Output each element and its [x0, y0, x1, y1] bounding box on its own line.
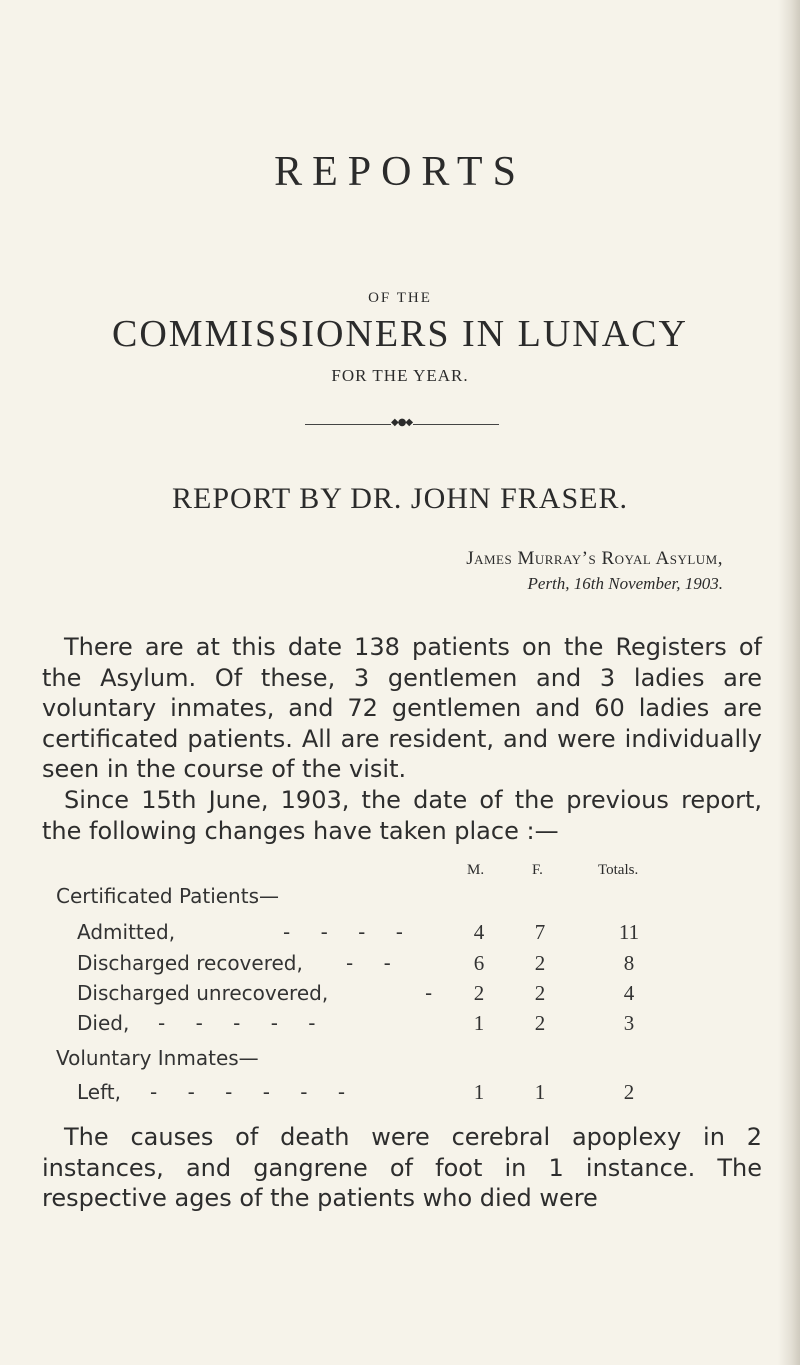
table-row	[0, 920, 800, 950]
column-header-m: M.	[467, 862, 485, 878]
subtitle-of-the: OF THE	[368, 290, 432, 306]
place-date: Perth, 16th November, 1903.	[527, 574, 723, 593]
diamond-ornament-icon: ◆●◆	[391, 417, 413, 428]
row-label: Discharged unrecovered,	[77, 981, 329, 1005]
row-label: Admitted,	[77, 920, 176, 944]
main-title: REPORTS	[274, 149, 526, 195]
row-label: Left,	[77, 1080, 121, 1104]
paragraph-causes-of-death: The causes of death were cerebral apoplexy in 2 instances, and gangrene of foot in 1 instance. The respective ages of the patients who died were	[42, 1123, 762, 1212]
row-leader-dashes: - - - - -	[158, 1011, 328, 1035]
table-row	[0, 1080, 800, 1110]
for-the-year-heading: FOR THE YEAR.	[331, 366, 469, 385]
cell-f: 7	[534, 920, 546, 944]
paragraph-changes-intro: Since 15th June, 1903, the date of the previous report, the following changes have taken place :—	[42, 786, 762, 845]
section-label: Certificated Patients—	[56, 884, 279, 908]
cell-f: 2	[534, 951, 546, 975]
report-author-heading: REPORT BY DR. JOHN FRASER.	[172, 482, 628, 515]
row-leader-dashes: - - - - - -	[150, 1080, 358, 1104]
row-leader-dashes: - -	[346, 951, 403, 975]
section-label: Voluntary Inmates—	[56, 1046, 259, 1070]
ornament-divider	[0, 417, 800, 428]
cell-total: 8	[623, 951, 635, 975]
row-leader-dashes: -	[425, 981, 445, 1005]
row-label: Died,	[77, 1011, 130, 1035]
divider-line-right	[413, 424, 499, 425]
divider-line-left	[305, 424, 391, 425]
cell-total: 11	[618, 920, 640, 944]
cell-m: 2	[473, 981, 485, 1005]
section-voluntary-inmates	[0, 1046, 800, 1076]
cell-m: 1	[473, 1080, 485, 1104]
row-leader-dashes: - - - -	[283, 920, 415, 944]
cell-total: 2	[623, 1080, 635, 1104]
table-row	[0, 981, 800, 1011]
cell-total: 4	[623, 981, 635, 1005]
table-row	[0, 951, 800, 981]
cell-m: 6	[473, 951, 485, 975]
section-certificated-patients	[0, 884, 800, 914]
cell-f: 2	[534, 981, 546, 1005]
commissioners-heading: COMMISSIONERS IN LUNACY	[112, 313, 688, 355]
cell-m: 4	[473, 920, 485, 944]
column-header-f: F.	[532, 862, 543, 878]
cell-f: 1	[534, 1080, 546, 1104]
table-row	[0, 1011, 800, 1041]
column-header-totals: Totals.	[598, 862, 639, 878]
cell-f: 2	[534, 1011, 546, 1035]
page-edge-shadow	[778, 0, 800, 1365]
row-label: Discharged recovered,	[77, 951, 303, 975]
paragraph-patients-count: There are at this date 138 patients on the Registers of the Asylum. Of these, 3 gentlemen and 3 ladies are voluntary inmates, and 72 gentlemen and 60 ladies are certificated patients. All are resident, and were individually seen in the course of the visit.	[42, 633, 762, 783]
institution-name: James Murray’s Royal Asylum,	[466, 548, 723, 569]
cell-m: 1	[473, 1011, 485, 1035]
cell-total: 3	[623, 1011, 635, 1035]
